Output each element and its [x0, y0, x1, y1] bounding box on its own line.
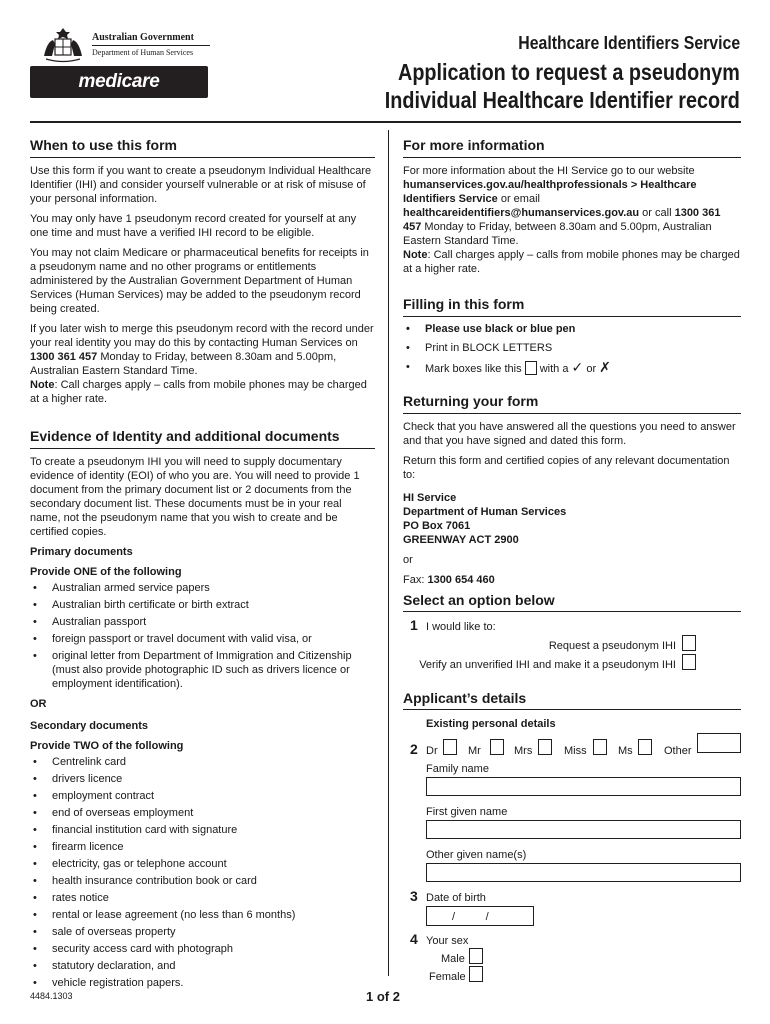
- gov-name: Australian Government: [92, 32, 194, 43]
- fax-line: [403, 573, 741, 587]
- gov-divider: [92, 45, 210, 46]
- other-names-field[interactable]: [426, 863, 741, 882]
- first-name-label: First given name: [426, 806, 508, 818]
- list-item: • Australian passport: [30, 615, 375, 629]
- fax-number: 1300 654 460: [427, 574, 495, 586]
- when-p4-hours: Monday to Friday, between 8.30am and 5.00pm, Australian Eastern Standard Time.: [30, 351, 337, 377]
- fax-label: Fax:: [403, 574, 428, 586]
- info-note-label: Note: [403, 249, 428, 261]
- list-item: • Australian birth certificate or birth extract: [30, 598, 375, 612]
- title-other-label: Other: [664, 745, 692, 757]
- list-item: • sale of overseas property: [30, 925, 375, 939]
- female-label: Female: [429, 971, 466, 983]
- list-item: • vehicle registration papers.: [30, 976, 375, 990]
- option-verify-label: Verify an unverified IHI and make it a pseudonym IHI: [419, 659, 676, 671]
- more-info-p1: For more information about the HI Service go to our website: [403, 165, 695, 177]
- secondary-heading: Secondary documents: [30, 720, 148, 732]
- form-title-line1: Application to request a pseudonym: [398, 59, 740, 85]
- list-item: • security access card with photograph: [30, 942, 375, 956]
- question-3-number: 3: [410, 888, 418, 904]
- list-item: • end of overseas employment: [30, 806, 375, 820]
- website-link[interactable]: humanservices.gov.au/healthprofessionals > Healthcare Identifiers Service: [403, 179, 697, 205]
- title-mrs-label: Mrs: [514, 745, 533, 757]
- coat-of-arms-icon: [40, 24, 86, 64]
- list-item: • electricity, gas or telephone account: [30, 857, 375, 871]
- dob-field[interactable]: [426, 906, 534, 926]
- title-miss-checkbox[interactable]: [593, 739, 607, 755]
- when-p4: [30, 322, 375, 378]
- when-heading: When to use this form: [30, 137, 177, 153]
- evidence-intro: To create a pseudonym IHI you will need to supply documentary evidence of identity (EOI) of who you are. You will need to provide 1 document from the primary document list or 2 documents from the secondary document list. These documents must be in your real name, not the pseudonym name that you wish to create and be certified copies.: [30, 456, 360, 538]
- returning-heading: Returning your form: [403, 393, 539, 409]
- column-divider: [388, 130, 389, 976]
- address-line: HI Service: [403, 492, 457, 504]
- filling-list: [403, 322, 741, 376]
- cross-icon: ✗: [599, 359, 611, 375]
- when-note-text: : Call charges apply – calls from mobile phones may be charged at a higher rate.: [30, 379, 367, 405]
- when-phone: 1300 361 457: [30, 351, 98, 363]
- form-title: [385, 58, 740, 114]
- info-hours: Monday to Friday, between 8.30am and 5.00pm, Australian Eastern Standard Time.: [403, 221, 712, 247]
- list-item: • statutory declaration, and: [30, 959, 375, 973]
- title-miss-label: Miss: [564, 745, 587, 757]
- mark-boxes-text: Mark boxes like this: [425, 363, 522, 375]
- or-label: OR: [30, 698, 47, 710]
- list-item: • rental or lease agreement (no less than 6 months): [30, 908, 375, 922]
- more-info-heading: For more information: [403, 137, 545, 153]
- secondary-sub: Provide TWO of the following: [30, 740, 184, 752]
- returning-or: or: [403, 554, 413, 566]
- title-ms-label: Ms: [618, 745, 633, 757]
- title-mr-label: Mr: [468, 745, 481, 757]
- applicant-rule: [403, 709, 741, 710]
- list-item: [403, 360, 741, 376]
- female-checkbox[interactable]: [469, 966, 483, 982]
- or-email-text: or email: [497, 193, 540, 205]
- brand-text: medicare: [78, 71, 160, 92]
- question-2-number: 2: [410, 741, 418, 757]
- secondary-list: [30, 755, 375, 990]
- list-item: • Print in BLOCK LETTERS: [403, 341, 741, 355]
- title-other-field[interactable]: [697, 733, 741, 753]
- evidence-heading: Evidence of Identity and additional documents: [30, 428, 340, 444]
- dob-separators: / /: [452, 911, 489, 923]
- primary-sub: Provide ONE of the following: [30, 566, 182, 578]
- list-item: • rates notice: [30, 891, 375, 905]
- email-link[interactable]: healthcareidentifiers@humanservices.gov.au: [403, 207, 640, 219]
- list-item: • employment contract: [30, 789, 375, 803]
- list-item: • financial institution card with signature: [30, 823, 375, 837]
- title-dr-checkbox[interactable]: [443, 739, 457, 755]
- when-p2: You may only have 1 pseudonym record created for yourself at any one time and must have a verified IHI record to be eligible.: [30, 213, 357, 239]
- list-item: • health insurance contribution book or card: [30, 874, 375, 888]
- when-note-label: Note: [30, 379, 55, 391]
- form-title-line2: Individual Healthcare Identifier record: [384, 87, 740, 113]
- department-name: Department of Human Services: [92, 48, 194, 57]
- option-request-label: Request a pseudonym IHI: [548, 640, 676, 652]
- title-mrs-checkbox[interactable]: [538, 739, 552, 755]
- list-item: • original letter from Department of Immigration and Citizenship (must also provide photographic ID such as drivers licence or employment identification).: [30, 649, 375, 691]
- male-checkbox[interactable]: [469, 948, 483, 964]
- list-item: • Centrelink card: [30, 755, 375, 769]
- header-rule: [30, 121, 741, 123]
- service-name: Healthcare Identifiers Service: [518, 33, 740, 53]
- returning-p2: Return this form and certified copies of any relevant documentation to:: [403, 455, 730, 481]
- medicare-brand: [30, 66, 208, 98]
- returning-rule: [403, 413, 741, 414]
- left-column: [30, 137, 375, 993]
- when-note: [30, 378, 375, 406]
- when-p1: Use this form if you want to create a pseudonym Individual Healthcare Identifier (IHI) and consider yourself vulnerable or at risk of misuse of your personal information.: [30, 165, 372, 205]
- more-info-rule: [403, 157, 741, 158]
- question-4-number: 4: [410, 931, 418, 947]
- male-label: Male: [441, 953, 465, 965]
- page-number: 1 of 2: [366, 989, 400, 1004]
- info-note-text: : Call charges apply – calls from mobile phones may be charged at a higher rate.: [403, 249, 740, 275]
- list-item: • foreign passport or travel document with valid visa, or: [30, 632, 375, 646]
- option-verify-checkbox[interactable]: [682, 654, 696, 670]
- title-mr-checkbox[interactable]: [490, 739, 504, 755]
- or-text: or: [586, 363, 597, 375]
- sex-label: Your sex: [426, 935, 469, 947]
- title-ms-checkbox[interactable]: [638, 739, 652, 755]
- form-code: 4484.1303: [30, 991, 73, 1001]
- family-name-label: Family name: [426, 763, 489, 775]
- existing-details-label: Existing personal details: [426, 718, 556, 730]
- right-column: [403, 137, 741, 593]
- return-address: [403, 491, 741, 547]
- with-a-text: with a: [539, 363, 569, 375]
- question-1-number: 1: [410, 617, 418, 633]
- returning-p1: Check that you have answered all the questions you need to answer and that you have signed and dated this form.: [403, 421, 736, 447]
- other-names-label: Other given name(s): [426, 849, 527, 861]
- evidence-rule: [30, 448, 375, 449]
- example-checkbox: [525, 361, 537, 375]
- list-item: • firearm licence: [30, 840, 375, 854]
- select-heading: Select an option below: [403, 592, 555, 608]
- title-dr-label: Dr: [426, 745, 438, 757]
- primary-list: [30, 581, 375, 691]
- list-item: • drivers licence: [30, 772, 375, 786]
- dob-label: Date of birth: [426, 892, 486, 904]
- address-line: GREENWAY ACT 2900: [403, 534, 519, 546]
- when-p3: You may not claim Medicare or pharmaceutical benefits for receipts in a pseudonym name and no other programs or entitlements administered by the Australian Government Department of Human Services (Human Services) may be added to the pseudonym record being created.: [30, 247, 369, 315]
- address-line: PO Box 7061: [403, 520, 471, 532]
- select-rule: [403, 611, 741, 612]
- tick-icon: ✓: [571, 359, 584, 375]
- more-info-contact: [403, 178, 741, 276]
- question-1-label: I would like to:: [426, 621, 496, 633]
- primary-heading: Primary documents: [30, 546, 133, 558]
- applicant-heading: Applicant’s details: [403, 690, 527, 706]
- list-item: • Australian armed service papers: [30, 581, 375, 595]
- filling-rule: [403, 316, 741, 317]
- or-call-text: or call: [639, 207, 675, 219]
- option-request-checkbox[interactable]: [682, 635, 696, 651]
- government-logo: [40, 24, 210, 64]
- when-rule: [30, 157, 375, 158]
- first-name-field[interactable]: [426, 820, 741, 839]
- family-name-field[interactable]: [426, 777, 741, 796]
- filling-heading: Filling in this form: [403, 296, 525, 312]
- address-line: Department of Human Services: [403, 506, 567, 518]
- list-item: • Please use black or blue pen: [403, 322, 741, 336]
- info-phone: 1300 361 457: [403, 207, 721, 233]
- when-p4-text: If you later wish to merge this pseudonym record with the record under your real identity you may do this by contacting Human Services on: [30, 323, 374, 349]
